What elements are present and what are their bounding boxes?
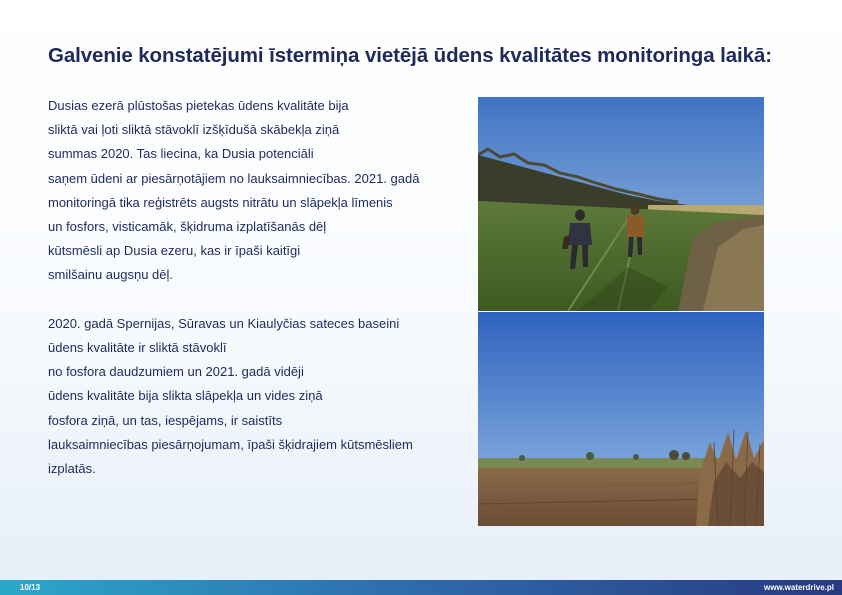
body-text [48,94,468,481]
paragraph-1 [48,94,468,288]
field-photo-people [478,97,764,311]
paragraph-line: Dusias ezerā plūstošas pietekas ūdens kvalitāte bija [48,98,349,113]
paragraph-line: sliktā vai ļoti sliktā stāvoklī izšķīdušā skābekļa ziņā [48,122,340,138]
slide-title: Galvenie konstatējumi īstermiņa vietējā ūdens kvalitātes monitoringa laikā: [48,44,772,67]
footer-bar [0,580,842,595]
paragraph-line: smilšainu augsņu dēļ. [48,267,174,283]
paragraph-line: ūdens kvalitāte bija slikta slāpekļa un vides ziņā [48,388,323,404]
paragraph-line: lauksaimniecības piesārņojumam, īpaši šķidrajiem kūtsmēsliem [48,436,413,452]
paragraph-line: ūdens kvalitāte ir sliktā stāvoklī [48,340,227,356]
paragraph-line: saņem ūdeni ar piesārņotājiem no lauksaimniecības. 2021. gadā [48,170,420,186]
paragraph-line: summas 2020. Tas liecina, ka Dusia potenciāli [48,146,314,162]
paragraph-line: monitoringā tika reģistrēts augsts nitrātu un slāpekļa līmenis [48,194,393,210]
page-number: 10/13 [20,583,41,592]
website-link[interactable]: www.waterdrive.pl [764,583,834,592]
field-photo-bare [478,312,764,526]
paragraph-spacer [48,288,468,312]
paragraph-line: no fosfora daudzumiem un 2021. gadā vidēji [48,364,304,380]
paragraph-2 [48,312,468,481]
paragraph-line: fosfora ziņā, un tas, iespējams, ir saistīts [48,412,283,428]
paragraph-line: un fosfors, visticamāk, šķidruma izplatīšanās dēļ [48,219,327,235]
paragraph-line: kūtsmēsli ap Dusia ezeru, kas ir īpaši kaitīgi [48,243,301,259]
paragraph-line: izplatās. [48,461,96,477]
paragraph-line: 2020. gadā Spernijas, Sūravas un Kiaulyčias sateces baseini [48,315,400,331]
